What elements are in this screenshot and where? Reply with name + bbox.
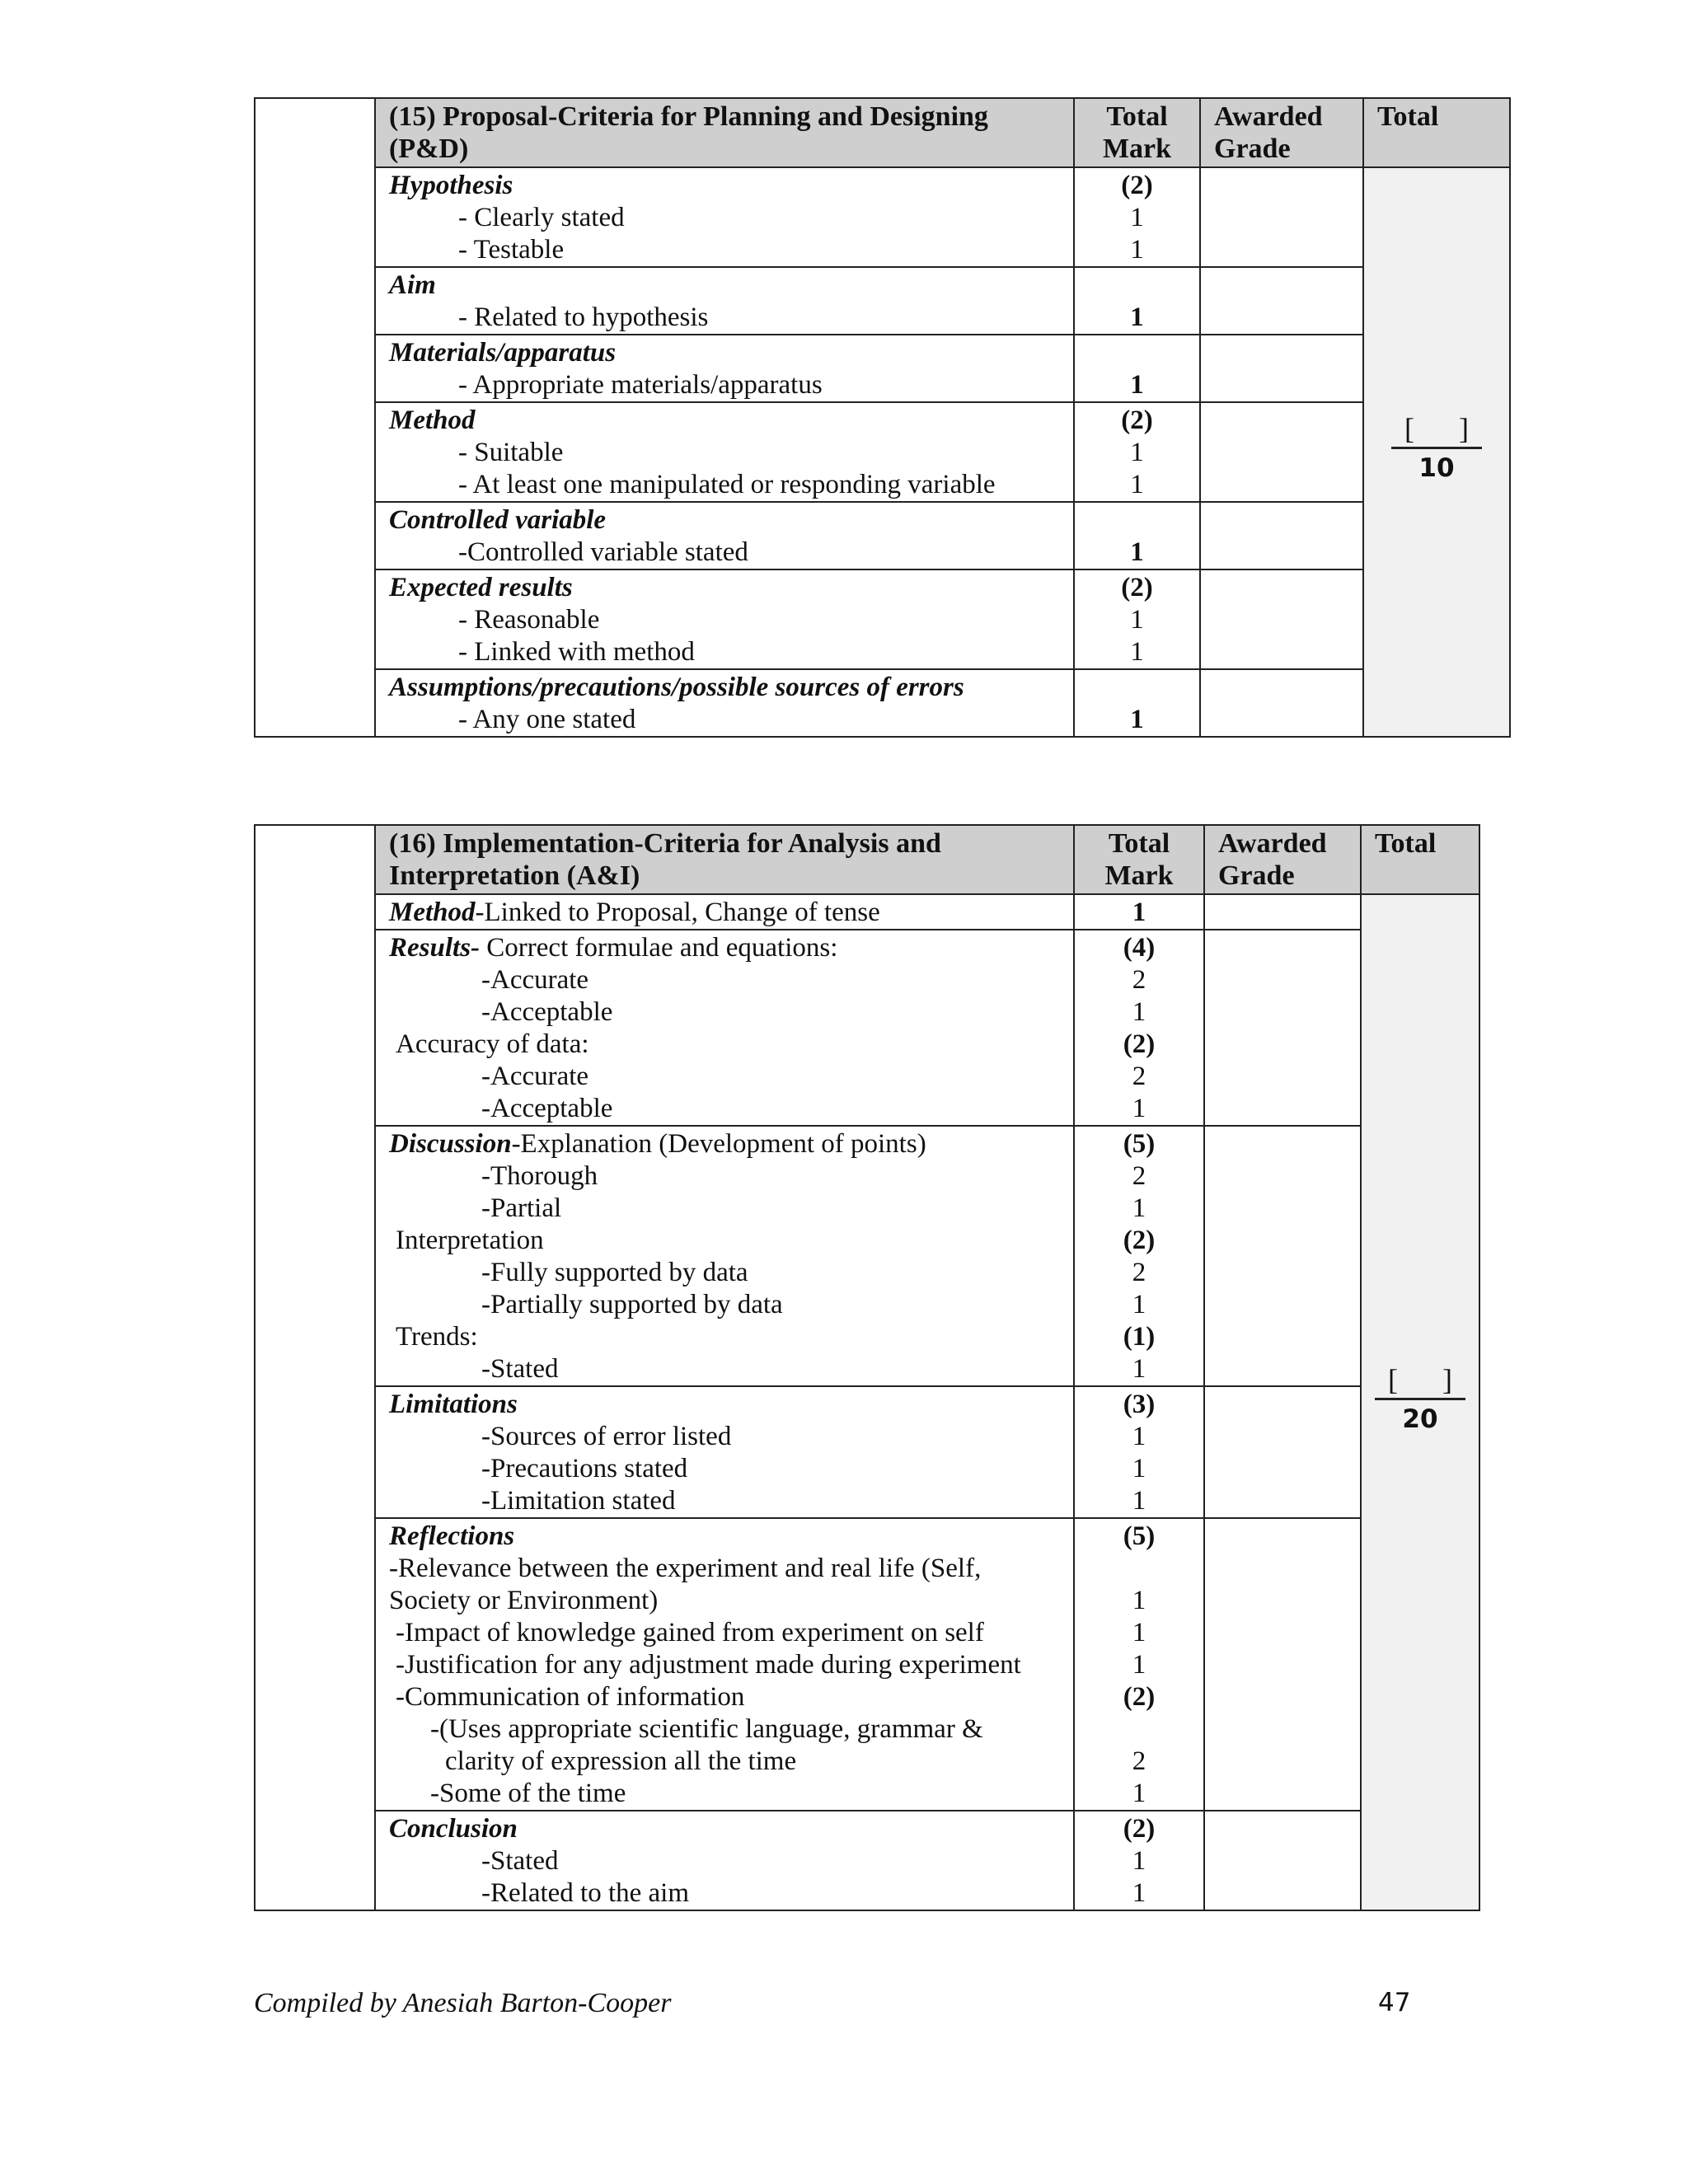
- criteria-row: [255, 167, 1510, 267]
- mark-value: [1075, 337, 1199, 369]
- mark-value: 1: [1130, 470, 1144, 499]
- criteria-line: -Related to the aim: [481, 1878, 689, 1908]
- total-mark-cell: [1074, 930, 1204, 1126]
- criteria-line: -Communication of information: [396, 1682, 745, 1712]
- mark-value: 1: [1130, 537, 1144, 567]
- criteria-line: Conclusion: [389, 1814, 518, 1844]
- awarded-grade-cell: [1200, 267, 1363, 335]
- mark-value: (2): [1121, 573, 1153, 602]
- criteria-cell: [375, 669, 1074, 737]
- mark-value: 1: [1130, 438, 1144, 467]
- mark-value: 1: [1132, 1454, 1146, 1483]
- criteria-cell: [375, 402, 1074, 502]
- criteria-line: -Stated: [481, 1846, 559, 1876]
- implementation-criteria-table: [254, 824, 1480, 1911]
- score-blank-bracket: [ ]: [1388, 1363, 1452, 1396]
- total-score-cell: [1363, 167, 1510, 737]
- total-mark-cell: [1074, 502, 1200, 569]
- total-score-fraction: [1362, 1363, 1479, 1433]
- mark-value: 1: [1132, 1354, 1146, 1384]
- criteria-row: [255, 1126, 1479, 1386]
- mark-value: (2): [1123, 1226, 1156, 1255]
- mark-value: [1075, 672, 1199, 704]
- criteria-line: -Some of the time: [430, 1779, 626, 1808]
- mark-value: 1: [1132, 1779, 1146, 1808]
- mark-value: 1: [1130, 235, 1144, 265]
- criteria-line: Trends:: [396, 1322, 478, 1352]
- criteria-line: Expected results: [389, 573, 573, 602]
- page-number: 47: [1378, 1988, 1411, 2018]
- criteria-line: -Fully supported by data: [481, 1258, 748, 1287]
- mark-value: 1: [1132, 1846, 1146, 1876]
- criteria-row: [255, 894, 1479, 930]
- criteria-line: - Reasonable: [458, 605, 600, 635]
- awarded-grade-cell: [1200, 502, 1363, 569]
- mark-value: 2: [1132, 1062, 1146, 1091]
- criteria-line: Interpretation: [396, 1226, 544, 1255]
- criteria-line: - At least one manipulated or responding variable: [458, 470, 996, 499]
- mark-value: 1: [1132, 898, 1146, 927]
- criteria-line: Limitations: [389, 1390, 518, 1419]
- criteria-line: -Relevance between the experiment and real life (Self,: [389, 1554, 982, 1583]
- criteria-line: -Justification for any adjustment made during experiment: [396, 1650, 1021, 1680]
- mark-value: (2): [1123, 1814, 1156, 1844]
- criteria-line: Controlled variable: [389, 505, 607, 535]
- mark-value: 1: [1132, 1094, 1146, 1123]
- mark-value: 1: [1130, 302, 1144, 332]
- criteria-line: [389, 897, 1073, 929]
- mark-value: 1: [1132, 1486, 1146, 1516]
- criteria-cell: [375, 1386, 1074, 1518]
- mark-value: [1075, 269, 1199, 302]
- section-title: (15) Proposal-Criteria for Planning and Designing (P&D): [375, 98, 1074, 167]
- awarded-grade-cell: [1204, 930, 1361, 1126]
- mark-value: 1: [1132, 1422, 1146, 1451]
- criteria-line: Method: [389, 405, 476, 435]
- score-denominator: 10: [1418, 453, 1455, 483]
- criteria-line: - Linked with method: [458, 637, 695, 667]
- total-mark-cell: [1074, 1126, 1204, 1386]
- criteria-line: - Suitable: [458, 438, 564, 467]
- criteria-line: -Precautions stated: [481, 1454, 688, 1483]
- mark-value: 1: [1132, 1618, 1146, 1647]
- criteria-row: [255, 267, 1510, 335]
- total-mark-cell: [1074, 669, 1200, 737]
- total-mark-cell: [1074, 267, 1200, 335]
- mark-value: 1: [1132, 1878, 1146, 1908]
- awarded-grade-cell: [1200, 335, 1363, 402]
- criteria-cell: [375, 335, 1074, 402]
- criteria-line: Materials/apparatus: [389, 338, 617, 368]
- score-denominator: 20: [1402, 1404, 1438, 1434]
- footer-compiled-by: Compiled by Anesiah Barton-Cooper: [254, 1988, 672, 2018]
- criteria-cell: [375, 502, 1074, 569]
- column-header-awarded-grade: Awarded Grade: [1200, 98, 1363, 167]
- total-mark-cell: [1074, 335, 1200, 402]
- criteria-cell: [375, 267, 1074, 335]
- criteria-line: clarity of expression all the time: [445, 1746, 797, 1776]
- fraction-bar: [1375, 1398, 1465, 1400]
- criteria-line: - Appropriate materials/apparatus: [458, 370, 823, 400]
- mark-value: [1075, 1553, 1203, 1585]
- mark-value: 1: [1130, 637, 1144, 667]
- mark-value: 1: [1132, 1290, 1146, 1319]
- awarded-grade-cell: [1200, 402, 1363, 502]
- mark-value: 2: [1132, 965, 1146, 995]
- mark-value: (2): [1123, 1029, 1156, 1059]
- mark-value: (1): [1123, 1322, 1156, 1352]
- total-mark-cell: [1074, 569, 1200, 669]
- criteria-line: -Accurate: [481, 1062, 589, 1091]
- criteria-row: [255, 502, 1510, 569]
- criteria-text: -Linked to Proposal, Change of tense: [475, 898, 880, 927]
- mark-value: 1: [1130, 605, 1144, 635]
- criteria-line: -(Uses appropriate scientific language, grammar &: [430, 1714, 983, 1744]
- mark-value: (2): [1123, 1682, 1156, 1712]
- mark-value: [1075, 504, 1199, 537]
- awarded-grade-cell: [1204, 894, 1361, 930]
- total-mark-cell: [1074, 167, 1200, 267]
- mark-value: 2: [1132, 1746, 1146, 1776]
- mark-value: 1: [1132, 1650, 1146, 1680]
- score-blank-bracket: [ ]: [1404, 412, 1469, 445]
- proposal-criteria-table: [254, 97, 1511, 738]
- mark-value: 1: [1132, 1193, 1146, 1223]
- criteria-line: - Related to hypothesis: [458, 302, 709, 332]
- criteria-line: [389, 932, 1073, 964]
- mark-value: (5): [1123, 1521, 1156, 1551]
- criteria-row: [255, 402, 1510, 502]
- column-header-total: Total: [1361, 825, 1479, 894]
- mark-value: 2: [1132, 1258, 1146, 1287]
- mark-value: (5): [1123, 1129, 1156, 1159]
- total-score-fraction: [1364, 412, 1509, 482]
- mark-value: [1075, 1713, 1203, 1746]
- criteria-line: -Sources of error listed: [481, 1422, 732, 1451]
- criteria-row: [255, 1518, 1479, 1811]
- awarded-grade-cell: [1200, 167, 1363, 267]
- awarded-grade-cell: [1204, 1518, 1361, 1811]
- mark-value: 1: [1130, 203, 1144, 232]
- column-header-total-mark: Total Mark: [1074, 98, 1200, 167]
- column-header-total-mark: Total Mark: [1074, 825, 1204, 894]
- mark-value: 1: [1132, 997, 1146, 1027]
- criteria-line: Accuracy of data:: [396, 1029, 589, 1059]
- mark-value: (4): [1123, 933, 1156, 963]
- criteria-line: Society or Environment): [389, 1586, 659, 1615]
- total-mark-cell: [1074, 1386, 1204, 1518]
- column-header-awarded-grade: Awarded Grade: [1204, 825, 1361, 894]
- awarded-grade-cell: [1200, 669, 1363, 737]
- criteria-line: - Any one stated: [458, 705, 636, 734]
- mark-value: 1: [1130, 370, 1144, 400]
- criteria-row: [255, 1386, 1479, 1518]
- criteria-line: -Accurate: [481, 965, 589, 995]
- criteria-cell: [375, 930, 1074, 1126]
- criteria-line: Hypothesis: [389, 171, 513, 200]
- total-mark-cell: [1074, 894, 1204, 930]
- mark-value: (2): [1121, 171, 1153, 200]
- awarded-grade-cell: [1204, 1126, 1361, 1386]
- criteria-heading: Results-: [389, 933, 481, 963]
- column-header-total: Total: [1363, 98, 1510, 167]
- criteria-text: Correct formulae and equations:: [480, 933, 838, 963]
- awarded-grade-cell: [1204, 1811, 1361, 1910]
- criteria-row: [255, 1811, 1479, 1910]
- criteria-line: Assumptions/precautions/possible sources of errors: [389, 673, 964, 702]
- criteria-line: -Stated: [481, 1354, 559, 1384]
- mark-value: (3): [1123, 1390, 1156, 1419]
- criteria-cell: [375, 569, 1074, 669]
- awarded-grade-cell: [1204, 1386, 1361, 1518]
- mark-value: (2): [1121, 405, 1153, 435]
- mark-value: 1: [1130, 705, 1144, 734]
- left-blank-cell: [255, 825, 375, 1910]
- total-score-cell: [1361, 894, 1479, 1910]
- criteria-line: -Partial: [481, 1193, 562, 1223]
- awarded-grade-cell: [1200, 569, 1363, 669]
- criteria-line: -Controlled variable stated: [458, 537, 748, 567]
- criteria-heading: Discussion: [389, 1129, 512, 1159]
- criteria-text: -Explanation (Development of points): [511, 1129, 926, 1159]
- criteria-line: -Thorough: [481, 1161, 598, 1191]
- criteria-cell: [375, 894, 1074, 930]
- total-mark-cell: [1074, 402, 1200, 502]
- criteria-row: [255, 569, 1510, 669]
- criteria-cell: [375, 1126, 1074, 1386]
- criteria-line: -Acceptable: [481, 1094, 613, 1123]
- criteria-line: [389, 1128, 1073, 1160]
- criteria-line: Reflections: [389, 1521, 515, 1551]
- criteria-line: Aim: [389, 270, 436, 300]
- mark-value: 1: [1132, 1586, 1146, 1615]
- criteria-heading: Method: [389, 898, 476, 927]
- criteria-line: -Limitation stated: [481, 1486, 676, 1516]
- total-mark-cell: [1074, 1811, 1204, 1910]
- left-blank-cell: [255, 98, 375, 737]
- mark-value: 2: [1132, 1161, 1146, 1191]
- criteria-cell: [375, 1518, 1074, 1811]
- section-title: (16) Implementation-Criteria for Analysis and Interpretation (A&I): [375, 825, 1074, 894]
- criteria-line: -Acceptable: [481, 997, 613, 1027]
- fraction-bar: [1391, 447, 1482, 449]
- criteria-line: -Impact of knowledge gained from experiment on self: [396, 1618, 984, 1647]
- criteria-row: [255, 335, 1510, 402]
- criteria-line: -Partially supported by data: [481, 1290, 783, 1319]
- criteria-row: [255, 930, 1479, 1126]
- criteria-cell: [375, 1811, 1074, 1910]
- criteria-line: - Clearly stated: [458, 203, 625, 232]
- criteria-line: - Testable: [458, 235, 565, 265]
- total-mark-cell: [1074, 1518, 1204, 1811]
- criteria-cell: [375, 167, 1074, 267]
- criteria-row: [255, 669, 1510, 737]
